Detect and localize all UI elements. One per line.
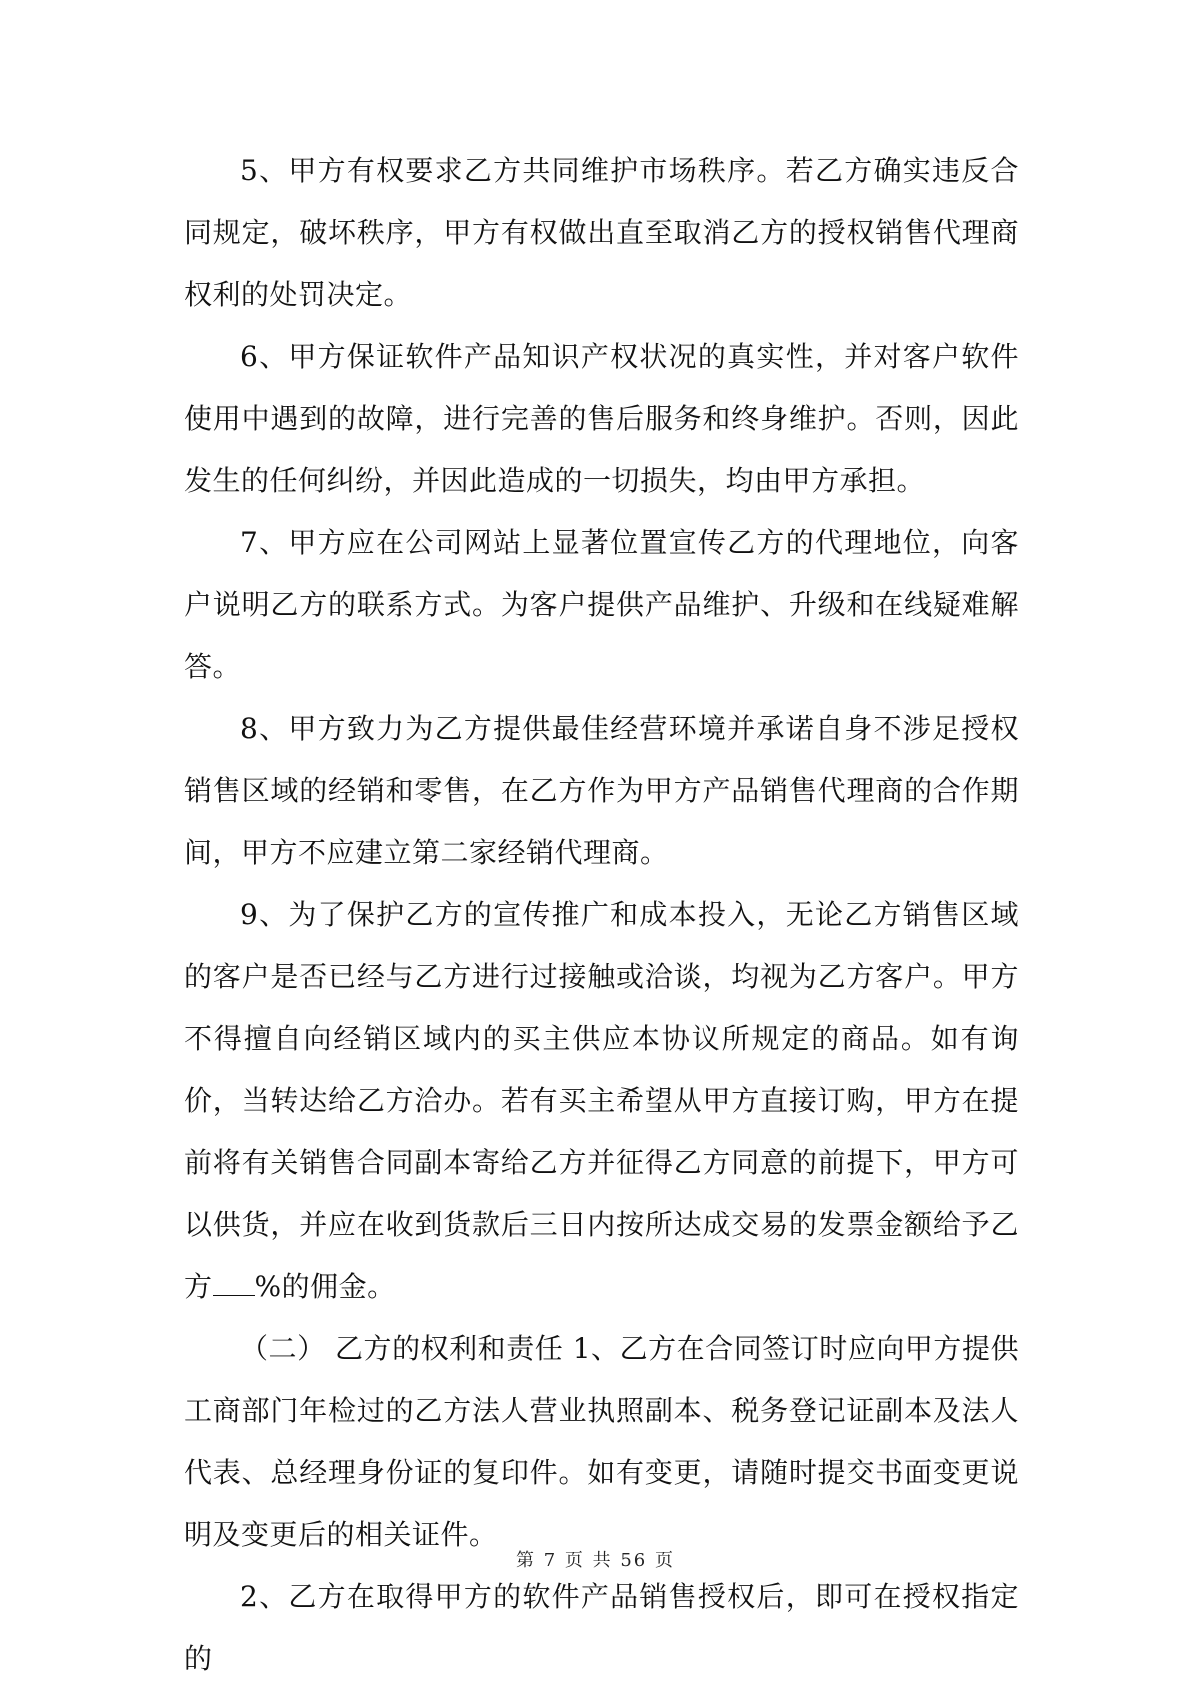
section-two-party-b: （二） 乙方的权利和责任 1、乙方在合同签订时应向甲方提供工商部门年检过的乙方法人营业执照副本、税务登记证副本及法人代表、总经理身份证的复印件。如有变更，请随时提交书面变更说明及变更后的相关证件。 — [184, 1332, 1019, 1551]
commission-blank — [213, 1275, 255, 1296]
clause-b-2: 2、乙方在取得甲方的软件产品销售授权后，即可在授权指定的 — [184, 1580, 1019, 1675]
clause-9 — [184, 884, 1019, 1318]
clause-5: 5、甲方有权要求乙方共同维护市场秩序。若乙方确实违反合同规定，破坏秩序，甲方有权做出直至取消乙方的授权销售代理商权利的处罚决定。 — [184, 154, 1019, 311]
clause-9-text: 9、为了保护乙方的宣传推广和成本投入，无论乙方销售区域的客户是否已经与乙方进行过接触或洽谈，均视为乙方客户。甲方不得擅自向经销区域内的买主供应本协议所规定的商品。如有询价，当转达给乙方洽办。若有买主希望从甲方直接订购，甲方在提前将有关销售合同副本寄给乙方并征得乙方同意的前提下，甲方可以供货，并应在收到货款后三日内按所达成交易的发票金额给予乙方 — [184, 898, 1019, 1303]
clause-7: 7、甲方应在公司网站上显著位置宣传乙方的代理地位，向客户说明乙方的联系方式。为客户提供产品维护、升级和在线疑难解答。 — [184, 526, 1019, 683]
clause-8: 8、甲方致力为乙方提供最佳经营环境并承诺自身不涉足授权销售区域的经销和零售，在乙方作为甲方产品销售代理商的合作期间，甲方不应建立第二家经销代理商。 — [184, 712, 1019, 869]
page-number-footer: 第 7 页 共 56 页 — [516, 1550, 675, 1571]
clause-9-tail: %的佣金。 — [254, 1270, 396, 1303]
clause-6: 6、甲方保证软件产品知识产权状况的真实性，并对客户软件使用中遇到的故障，进行完善的售后服务和终身维护。否则，因此发生的任何纠纷，并因此造成的一切损失，均由甲方承担。 — [184, 340, 1019, 497]
document-body — [184, 140, 1019, 1690]
